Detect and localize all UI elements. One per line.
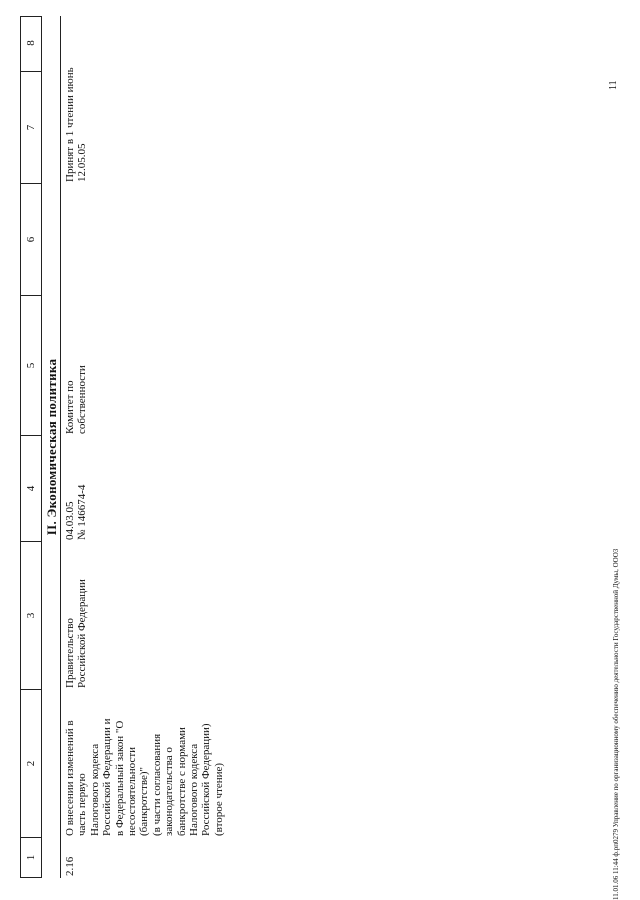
document-footer: 11.01.06 11:44 ф.рп0279 Управление по организационному обеспечению деятельности Государственной Думы, ООО3 xyxy=(612,548,620,900)
section-divider xyxy=(60,16,61,878)
column-header-7: 7 xyxy=(21,71,41,183)
column-header-8: 8 xyxy=(25,40,37,46)
column-header-4: 4 xyxy=(21,435,41,541)
bill-title: О внесении изменений в часть первую Налогового кодекса Российской Федерации и в Федеральный закон "О несостоятельности (банкротстве)" (в части согласования законодательства о банкротстве с нормами Налогового кодекса Российской Федерации) (второе чтение) xyxy=(64,718,225,836)
row-number: 2.16 xyxy=(64,856,76,876)
column-header-1: 1 xyxy=(21,837,41,877)
column-header-row xyxy=(20,16,42,878)
committee-cell: Комитет по собственности xyxy=(64,365,89,434)
date-number-cell: 04.03.05 № 146674-4 xyxy=(64,484,89,540)
section-title: II. Экономическая политика xyxy=(44,358,59,536)
initiator-cell: Правительство Российской Федерации xyxy=(64,579,89,688)
column-header-2: 2 xyxy=(21,689,41,837)
column-header-3: 3 xyxy=(21,541,41,689)
column-header-5: 5 xyxy=(21,295,41,435)
column-header-6: 6 xyxy=(21,183,41,295)
page-number: 11 xyxy=(608,80,619,90)
status-cell: Принят в 1 чтении июнь 12.05.05 xyxy=(64,67,89,182)
